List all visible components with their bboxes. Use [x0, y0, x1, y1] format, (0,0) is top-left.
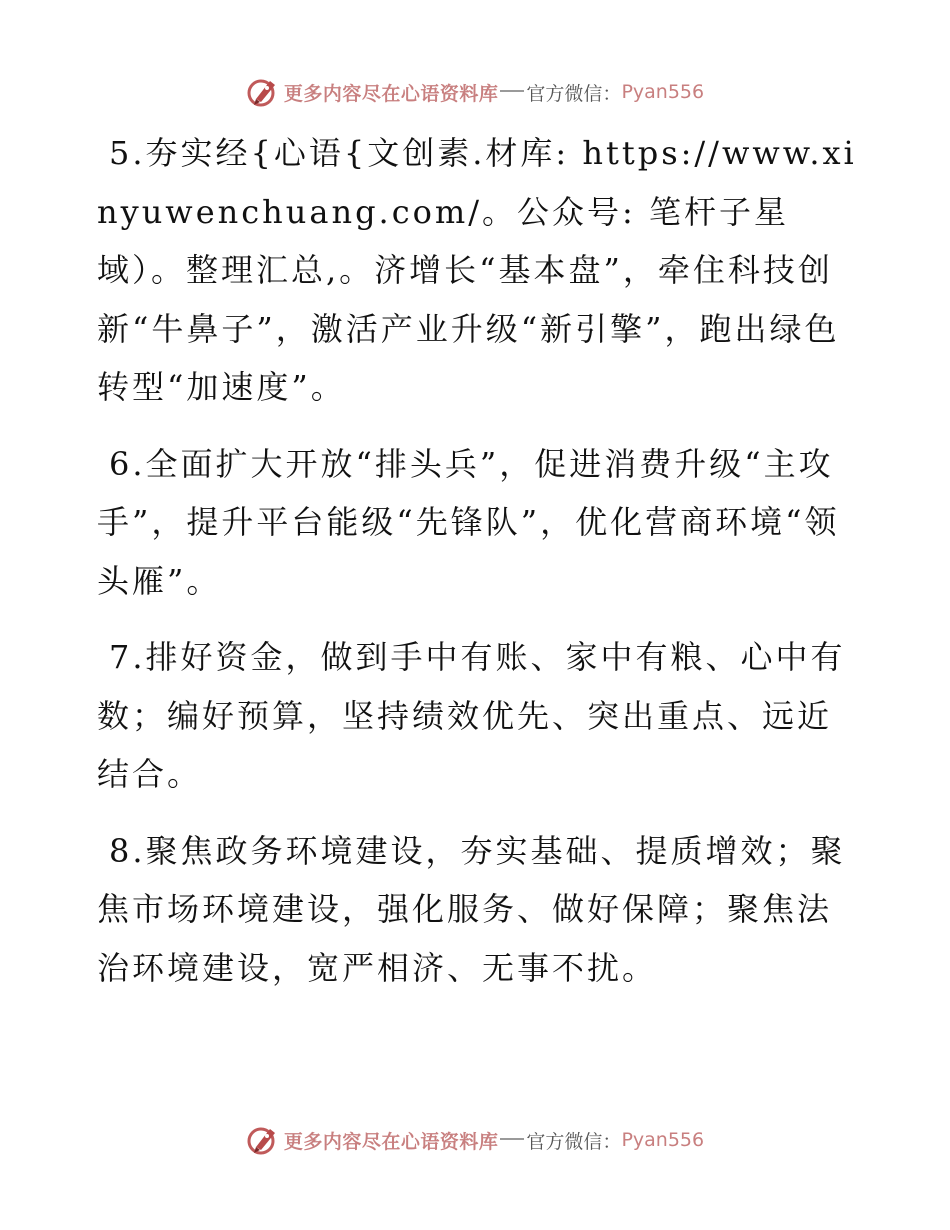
- document-body: [97, 124, 857, 1015]
- paragraph-number: 7.: [109, 638, 146, 676]
- paragraph-number: 8.: [109, 831, 146, 870]
- brand-text: 更多内容尽在心语资料库: [283, 82, 499, 105]
- pen-nib-logo-icon: [246, 75, 280, 109]
- paragraph-text: 全面扩大开放“排头兵”，促进消费升级“主攻手”，提升平台能级“先锋队”，优化营商环境“领头雁”。: [97, 444, 840, 600]
- paragraph-text: 排好资金，做到手中有账、家中有粮、心中有数；编好预算，坚持绩效优先、突出重点、远近结合。: [97, 638, 846, 793]
- paragraph-6: [97, 435, 857, 611]
- divider-dash: [500, 90, 524, 92]
- footer-banner: [0, 1120, 950, 1160]
- paragraph-text: 聚焦政务环境建设，夯实基础、提质增效；聚焦市场环境建设，强化服务、做好保障；聚焦法治环境建设，宽严相济、无事不扰。: [97, 831, 846, 987]
- paragraph-5: [97, 124, 857, 417]
- header-banner: [0, 72, 950, 112]
- wechat-id: Pyan556: [621, 1129, 705, 1151]
- paragraph-8: [97, 822, 857, 998]
- paragraph-number: 6.: [109, 444, 146, 483]
- contact-label: 官方微信：: [526, 1130, 622, 1153]
- brand-text: 更多内容尽在心语资料库: [283, 1130, 499, 1153]
- divider-dash: [500, 1138, 524, 1140]
- paragraph-7: [97, 628, 857, 804]
- wechat-id: Pyan556: [621, 81, 705, 103]
- pen-nib-logo-icon: [246, 1123, 280, 1157]
- paragraph-number: 5.: [109, 134, 146, 172]
- paragraph-text: 夯实经{心语{文创素.材库: https://www.xinyuwenchuang.com/。公众号: 笔杆子星域）。整理汇总,。济增长“基本盘”，牵住科技创新“牛鼻子”，激活产业升级“新引擎”，跑出绿色转型“加速度”。: [97, 134, 857, 406]
- contact-label: 官方微信：: [526, 82, 622, 105]
